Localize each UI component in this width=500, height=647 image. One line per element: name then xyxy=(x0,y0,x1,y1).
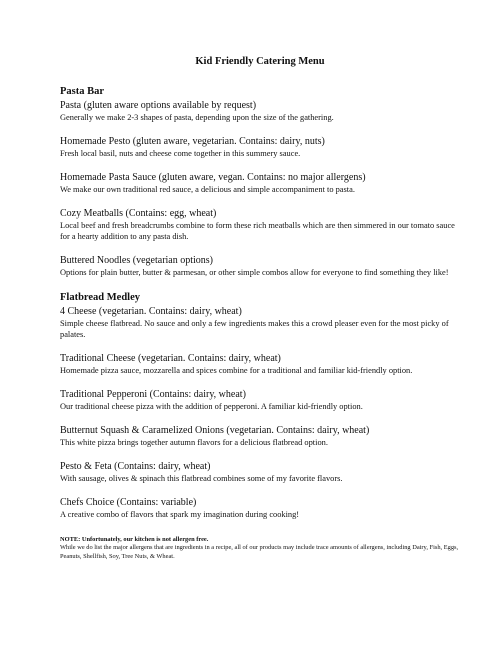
item-description: Options for plain butter, butter & parmesan, or other simple combos allow for everyone to find something they like! xyxy=(60,268,449,277)
item-description: We make our own traditional red sauce, a delicious and simple accompaniment to pasta. xyxy=(60,185,355,194)
section-pasta-bar xyxy=(60,85,460,278)
menu-item xyxy=(60,461,460,484)
item-name: Pasta (gluten aware options available by request) xyxy=(60,100,257,111)
menu-item xyxy=(60,353,460,376)
item-name: Homemade Pesto (gluten aware, vegetarian. Contains: dairy, nuts) xyxy=(60,136,325,147)
item-name: Chefs Choice (Contains: variable) xyxy=(60,497,197,508)
allergen-note-body: While we do list the major allergens that are ingredients in a recipe, all of our products may include trace amounts of allergens, including Dairy, Fish, Eggs, Peanuts, Shellfish, Soy, Tree Nuts, & Wheat. xyxy=(60,544,459,560)
item-description: With sausage, olives & spinach this flatbread combines some of my favorite flavors. xyxy=(60,474,343,483)
menu-item xyxy=(60,100,460,123)
item-name: Buttered Noodles (vegetarian options) xyxy=(60,255,214,266)
item-description: A creative combo of flavors that spark my imagination during cooking! xyxy=(60,510,300,519)
allergen-note xyxy=(60,536,460,561)
item-description: Fresh local basil, nuts and cheese come together in this summery sauce. xyxy=(60,149,301,158)
allergen-note-heading: NOTE: Unfortunately, our kitchen is not allergen free. xyxy=(60,536,209,543)
item-name: Homemade Pasta Sauce (gluten aware, vegan. Contains: no major allergens) xyxy=(60,172,366,183)
item-description: Local beef and fresh breadcrumbs combine to form these rich meatballs which are then simmered in our tomato sauce for a hearty addition to any pasta dish. xyxy=(60,221,455,241)
menu-item xyxy=(60,136,460,159)
menu-item xyxy=(60,425,460,448)
menu-item xyxy=(60,208,460,242)
menu-item xyxy=(60,172,460,195)
item-description: Homemade pizza sauce, mozzarella and spices combine for a traditional and familiar kid-friendly option. xyxy=(60,366,413,375)
item-name: 4 Cheese (vegetarian. Contains: dairy, wheat) xyxy=(60,306,242,317)
item-name: Traditional Cheese (vegetarian. Contains: dairy, wheat) xyxy=(60,353,281,364)
section-heading: Pasta Bar xyxy=(60,86,105,97)
section-flatbread-medley xyxy=(60,291,460,520)
item-description: Generally we make 2-3 shapes of pasta, depending upon the size of the gathering. xyxy=(60,113,334,122)
menu-item xyxy=(60,497,460,520)
item-description: This white pizza brings together autumn flavors for a delicious flatbread option. xyxy=(60,438,328,447)
item-description: Simple cheese flatbread. No sauce and only a few ingredients makes this a crowd pleaser even for the most picky of palates. xyxy=(60,319,449,339)
section-heading: Flatbread Medley xyxy=(60,292,141,303)
item-name: Traditional Pepperoni (Contains: dairy, wheat) xyxy=(60,389,246,400)
item-name: Pesto & Feta (Contains: dairy, wheat) xyxy=(60,461,211,472)
menu-item xyxy=(60,306,460,340)
menu-item xyxy=(60,389,460,412)
menu-item xyxy=(60,255,460,278)
item-name: Cozy Meatballs (Contains: egg, wheat) xyxy=(60,208,217,219)
item-name: Butternut Squash & Caramelized Onions (vegetarian. Contains: dairy, wheat) xyxy=(60,425,370,436)
page-title: Kid Friendly Catering Menu xyxy=(195,56,325,67)
item-description: Our traditional cheese pizza with the addition of pepperoni. A familiar kid-friendly option. xyxy=(60,402,363,411)
